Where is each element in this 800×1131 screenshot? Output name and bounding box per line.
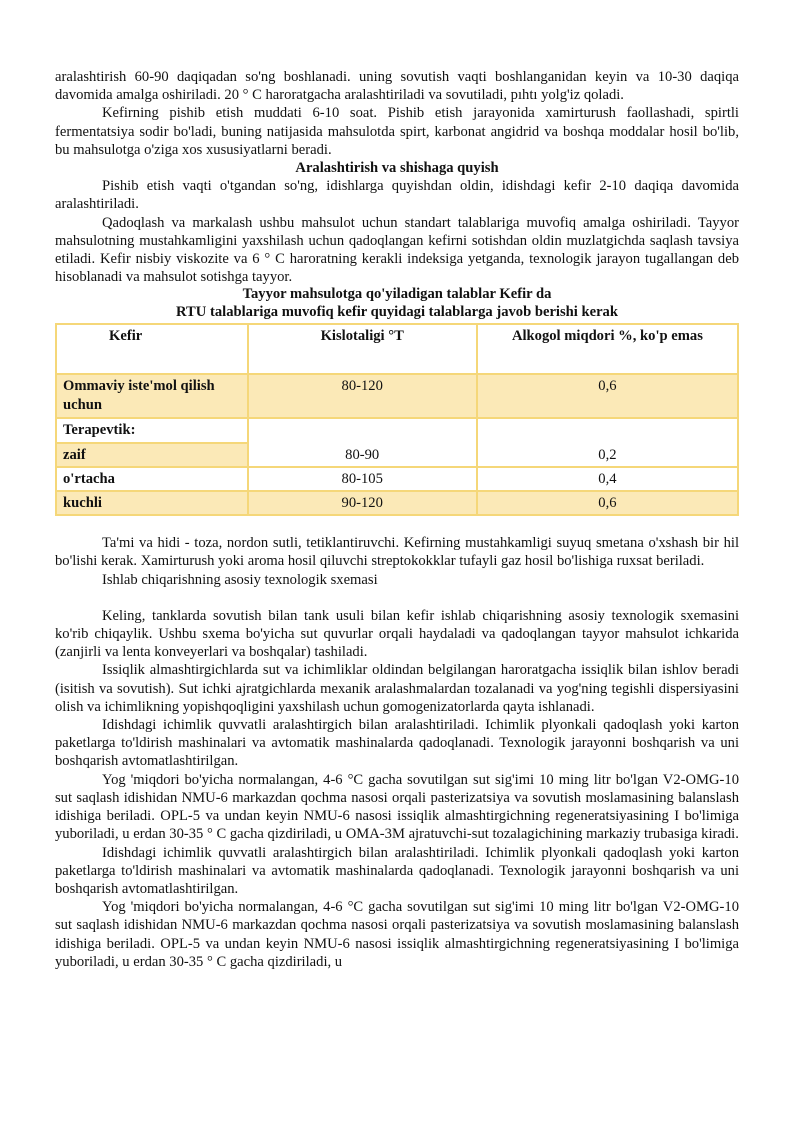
row-name: zaif: [56, 443, 248, 467]
row-acidity: 80-90: [248, 418, 477, 466]
paragraph-mixing: Pishib etish vaqti o'tgandan so'ng, idishlarga quyishdan oldin, idishdagi kefir 2-10 daqiqa davomida aralashtiriladi.: [55, 178, 739, 213]
table-row: [56, 418, 738, 442]
paragraph-packaging: Qadoqlash va markalash ushbu mahsulot uchun standart talablariga muvofiq amalga oshiriladi. Tayyor mahsulotning mustahkamligini yaxshilash uchun qadoqlangan kefirni sotishdan oldin muzlatgichda saqlash tavsiya etiladi. Kefir nisbiy viskozite va 6 ° C haroratning kerakli indeksiga yetganda, texnologik jarayon tugallangan deb hisoblanadi va mahsulot sotishga tayyor.: [55, 214, 739, 286]
table-row: [56, 467, 738, 491]
paragraph-scheme-title: Ishlab chiqarishning asosiy texnologik sxemasi: [102, 571, 378, 588]
paragraph-continuation: aralashtirish 60-90 daqiqadan so'ng boshlanadi. uning sovutish vaqti boshlanganidan keyin va 10-30 daqiqa davomida amalga oshiriladi. 20 ° C haroratgacha aralashtiriladi va sovutiladi, pıhtı yolg'iz qoladi.: [55, 69, 739, 104]
header-acidity: Kislotaligi °T: [248, 324, 477, 374]
paragraph-milk-flow: Yog 'miqdori bo'yicha normalangan, 4-6 °C gacha sovutilgan sut sig'imi 10 ming litr bo'lgan V2-OMG-10 sut saqlash idishidan NMU-6 markazdan qochma nasosi orqali pasterizatsiya va sovutish moslamasining balanslash idishiga beriladi. OPL-5 va undan keyin NMU-6 nasosi issiqlik almashtirgichning regeneratsiyasining I bo'limiga yuboriladi, u erdan 30-35 ° C gacha qizdiriladi, u OMA-3M ajratuvchi-sut tozalagichining markaziy trubasiga kiradi.: [55, 771, 739, 843]
section-heading: Aralashtirish va shishaga quyish: [295, 160, 499, 177]
paragraph-ripening: Kefirning pishib etish muddati 6-10 soat. Pishib etish jarayonida xamirturush faollashadi, spirtli fermentatsiya sodir bo'ladi, buning natijasida mahsulotda spirt, karbonat angidrid va boshqa moddalar hosil bo'lib, bu mahsulotga o'ziga xos xususiyatlarni beradi.: [55, 105, 739, 158]
paragraph-heat-exchange: Issiqlik almashtirgichlarda sut va ichimliklar oldindan belgilangan haroratgacha issiqlik bilan ishlov beradi (isitish va sovutish). Sut ichki ajratgichlarda mexanik aralashmalardan tozalanadi va yog'ning tegishli dispersiyasini olish va ichimlikning yopishqoqligini yaxshilash uchun gomogenizatorlarda qayta ishlanadi.: [55, 662, 739, 715]
row-alcohol: 0,6: [477, 374, 738, 418]
paragraph-mixer: Idishdagi ichimlik quvvatli aralashtirgich bilan aralashtiriladi. Ichimlik plyonkali qadoqlash yoki karton paketlarga to'ldirish mashinalari va avtomatik mashinalarda qadoqlanadi. Texnologik jarayonni boshqarish va uni boshqarish avtomatlashtirilgan.: [55, 717, 739, 770]
row-acidity: 90-120: [248, 491, 477, 515]
paragraph-mixer-repeat: Idishdagi ichimlik quvvatli aralashtirgich bilan aralashtiriladi. Ichimlik plyonkali qadoqlash yoki karton paketlarga to'ldirish mashinalari va avtomatik mashinalarda qadoqlanadi. Texnologik jarayonni boshqarish va uni boshqarish avtomatlashtirilgan.: [55, 844, 739, 897]
spacer: [55, 589, 739, 607]
header-kefir: Kefir: [56, 324, 248, 374]
row-alcohol: 0,4: [477, 467, 738, 491]
table-title-line-1: Tayyor mahsulotga qo'yiladigan talablar Kefir da: [242, 286, 552, 303]
requirements-table: [55, 323, 739, 516]
paragraph-milk-flow-repeat: Yog 'miqdori bo'yicha normalangan, 4-6 °C gacha sovutilgan sut sig'imi 10 ming litr bo'lgan V2-OMG-10 sut saqlash idishidan NMU-6 markazdan qochma nasosi orqali pasterizatsiya va sovutish moslamasining balanslash idishiga beriladi. OPL-5 va undan keyin NMU-6 nasosi issiqlik almashtirgichning regeneratsiyasining I bo'limiga yuboriladi, u erdan 30-35 ° C gacha qizdiriladi, u: [55, 899, 739, 970]
row-acidity: 80-105: [248, 467, 477, 491]
row-alcohol: 0,6: [477, 491, 738, 515]
paragraph-taste: Ta'mi va hidi - toza, nordon sutli, tetiklantiruvchi. Kefirning mustahkamligi suyuq smetana o'xshash bir hil bo'lishi kerak. Xamirturush yoki aroma hosil qiluvchi streptokokklar tufayli gaz hosil bo'lishiga ruxsat beriladi.: [55, 535, 739, 570]
table-row: [56, 374, 738, 418]
document-page: [55, 68, 739, 971]
table-title-line-2: RTU talablariga muvofiq kefir quyidagi talablarga javob berishi kerak: [176, 303, 618, 320]
table-header-row: [56, 324, 738, 374]
header-alcohol: Alkogol miqdori %, ko'p emas: [477, 324, 738, 374]
row-acidity: 80-120: [248, 374, 477, 418]
row-name: kuchli: [56, 491, 248, 515]
row-alcohol: 0,2: [477, 418, 738, 466]
paragraph-scheme-intro: Keling, tanklarda sovutish bilan tank usuli bilan kefir ishlab chiqarishning asosiy texnologik sxemasini ko'rib chiqaylik. Ushbu sxema bo'yicha sut quvurlar orqali haydaladi va qadoqlangan tayyor mahsulot ichkarida (zanjirli va lenta konveyerlari va boshqalar) tashiladi.: [55, 607, 739, 661]
table-row: [56, 491, 738, 515]
row-name: Terapevtik:: [56, 418, 248, 442]
row-name: Ommaviy iste'mol qilish uchun: [56, 374, 248, 418]
row-name: o'rtacha: [56, 467, 248, 491]
